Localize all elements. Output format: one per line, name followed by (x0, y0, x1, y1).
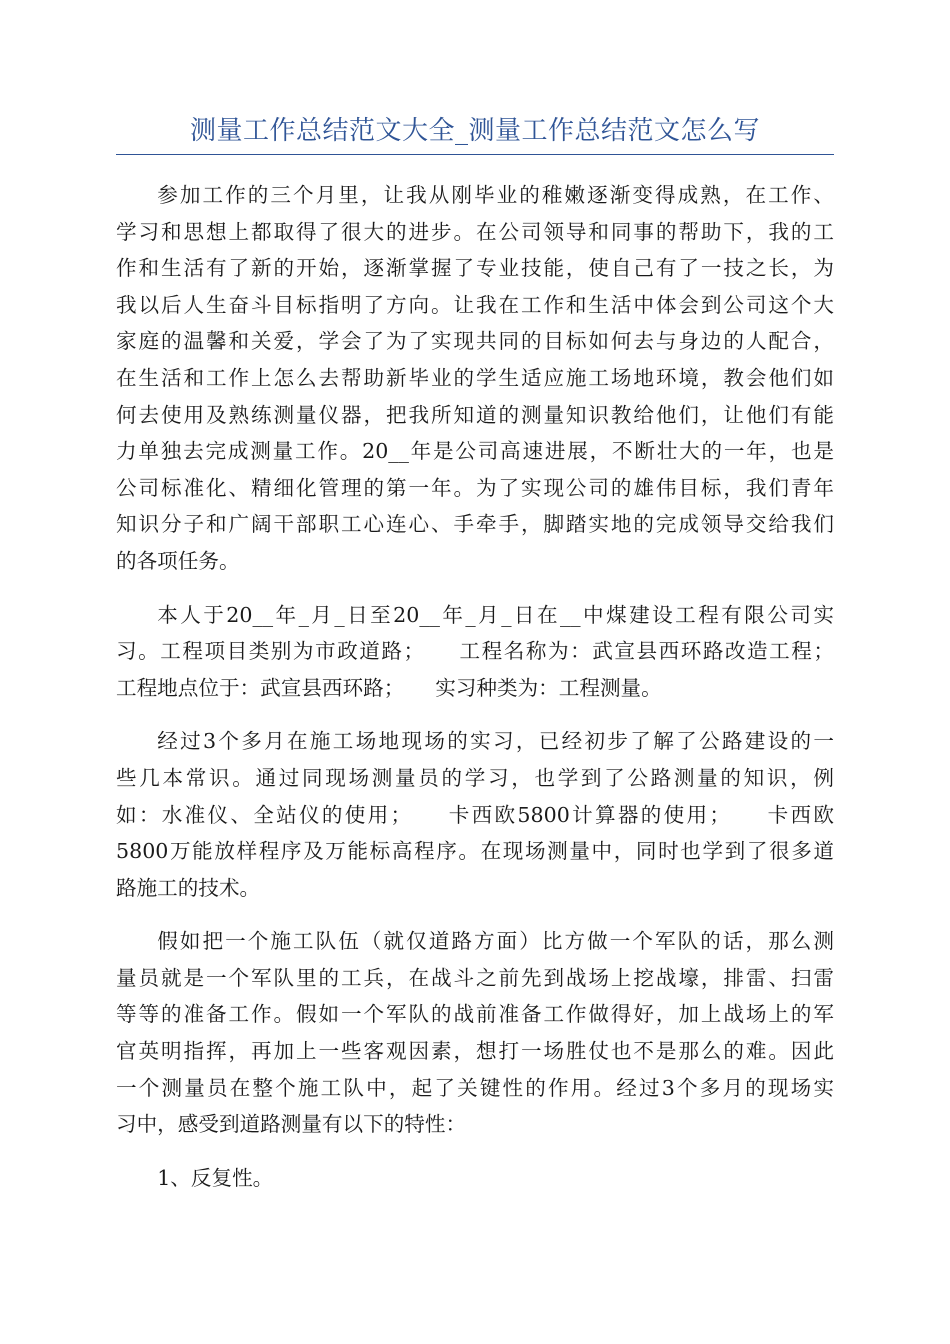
text-line: 家庭的温馨和关爱，学会了为了实现共同的目标如何去与身边的人配合， (116, 329, 834, 354)
text-line: 习中，感受到道路测量有以下的特性： (116, 1112, 467, 1137)
text-line: 如：水准仪、全站仪的使用； 卡西欧5800计算器的使用； 卡西欧 (116, 802, 834, 827)
text-line: 5800万能放样程序及万能标高程序。在现场测量中，同时也学到了很多道 (116, 839, 834, 864)
text-line: 参加工作的三个月里，让我从刚毕业的稚嫩逐渐变得成熟，在工作、 (157, 183, 834, 207)
text-line: 一个测量员在整个施工队中，起了关键性的作用。经过3个多月的现场实 (116, 1075, 834, 1100)
text-line: 1、反复性。 (157, 1165, 274, 1190)
text-line: 在生活和工作上怎么去帮助新毕业的学生适应施工场地环境，教会他们如 (116, 365, 834, 390)
text-line: 假如把一个施工队伍（就仅道路方面）比方做一个军队的话，那么测 (157, 929, 834, 954)
text-line: 我以后人生奋斗目标指明了方向。让我在工作和生活中体会到公司这个大 (116, 292, 834, 317)
document-title: 测量工作总结范文大全_测量工作总结范文怎么写 (116, 108, 834, 155)
text-line: 些几本常识。通过同现场测量员的学习，也学到了公路测量的知识，例 (116, 765, 834, 790)
document-body (116, 177, 834, 1213)
text-line: 量员就是一个军队里的工兵，在战斗之前先到战场上挖战壕，排雷、扫雷 (116, 965, 834, 990)
text-line: 本人于20__年_月_日至20__年_月_日在__中煤建设工程有限公司实 (157, 602, 834, 627)
text-line: 习。工程项目类别为市政道路； 工程名称为：武宣县西环路改造工程； (116, 639, 834, 664)
text-line: 公司标准化、精细化管理的第一年。为了实现公司的雄伟目标，我们青年 (116, 475, 834, 500)
paragraph-3 (116, 723, 834, 906)
text-line: 的各项任务。 (116, 548, 240, 573)
text-line: 经过3个多月在施工场地现场的实习，已经初步了解了公路建设的一 (157, 729, 834, 754)
text-line: 等等的准备工作。假如一个军队的战前准备工作做得好，加上战场上的军 (116, 1002, 834, 1027)
text-line: 作和生活有了新的开始，逐渐掌握了专业技能，使自己有了一技之长，为 (116, 256, 834, 281)
paragraph-4 (116, 923, 834, 1143)
text-line: 知识分子和广阔干部职工心连心、手牵手，脚踏实地的完成领导交给我们 (116, 512, 834, 537)
text-line: 学习和思想上都取得了很大的进步。在公司领导和同事的帮助下，我的工 (116, 219, 834, 244)
paragraph-1 (116, 177, 834, 580)
text-line: 力单独去完成测量工作。20__年是公司高速进展，不断壮大的一年，也是 (116, 439, 834, 464)
paragraph-2 (116, 597, 834, 707)
text-line: 工程地点位于：武宣县西环路； 实习种类为：工程测量。 (116, 675, 662, 700)
text-line: 官英明指挥，再加上一些客观因素，想打一场胜仗也不是那么的难。因此 (116, 1039, 834, 1064)
text-line: 路施工的技术。 (116, 875, 261, 900)
text-line: 何去使用及熟练测量仪器，把我所知道的测量知识教给他们，让他们有能 (116, 402, 834, 427)
paragraph-5 (116, 1160, 834, 1197)
